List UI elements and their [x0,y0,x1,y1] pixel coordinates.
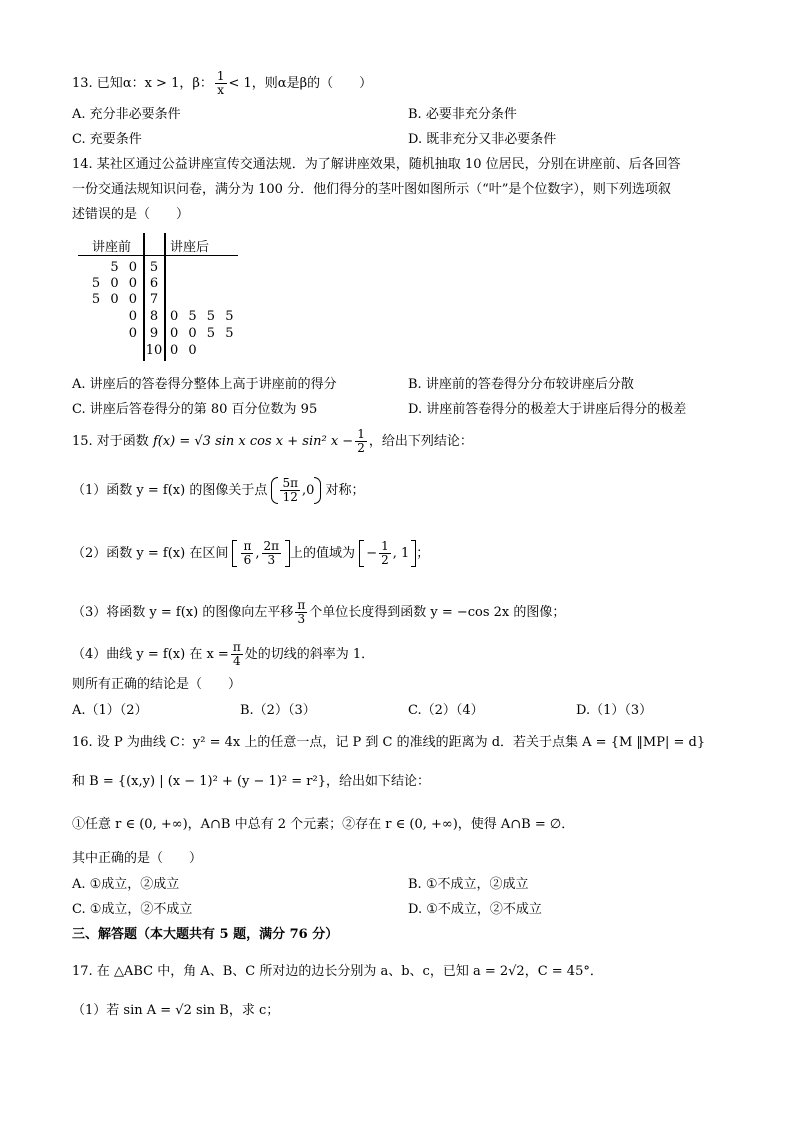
q14-line1: 14. 某社区通过公益讲座宣传交通法规．为了解讲座效果，随机抽取 10 位居民，分别在讲座前、后各回答 [72,157,681,172]
stem-leaf-header [78,233,238,256]
stem-leaf-head-left: 讲座前 [92,240,132,255]
q15-c3-den: 3 [297,612,306,626]
q15-c2-range [359,540,416,567]
q15-c2-b [262,540,282,567]
q13-stem-pre: 13. 已知 [72,76,123,91]
q13-fraction [215,70,227,97]
q13-stem-post: < 1，则α是β的（ ） [228,76,373,91]
q13-frac-den: x [217,83,225,97]
stem: 8 [149,309,159,324]
q15-c2-c-num: 1 [381,539,389,553]
stem-leaf-row [78,276,238,292]
q16-line3: ①任意 r ∈ (0, +∞)，A∩B 中总有 2 个元素；②存在 r ∈ (0, +∞)，使得 A∩B = ∅． [72,817,575,832]
q14-line3: 述错误的是（ ） [72,207,190,222]
q15-c2-pre: （2）函数 y = f(x) 在区间 [72,546,229,561]
q14-option-c: C. 讲座后答卷得分的第 80 百分位数为 95 [72,402,318,417]
q14-option-b: B. 讲座前的答卷得分分布较讲座后分散 [408,377,634,392]
q15-fraction [355,428,367,455]
q15-c2-b-den: 3 [267,553,276,567]
q15-stem-pre: 15. 对于函数 [72,434,149,449]
q16-option-c: C. ①成立，②不成立 [72,902,193,917]
q15-c3-num: π [297,598,306,612]
q17-part1: （1）若 sin A = √2 sin B，求 c； [72,1003,280,1018]
q15-c1-post: 对称； [325,483,365,498]
q14-option-a: A. 讲座后的答卷得分整体上高于讲座前的得分 [72,377,337,392]
q15-c4-pre: （4）曲线 y = f(x) 在 x = [72,647,229,662]
q13-stem-alpha: α：x > 1，β： [122,76,213,91]
stem-leaf-row [78,326,238,342]
stem: 6 [149,276,159,291]
q16-option-d: D. ①不成立，②不成立 [408,902,542,917]
q15-conclusion-4 [72,641,374,668]
q15-c2-c [379,540,391,567]
q15-c3-post: 个单位长度得到函数 y = −cos 2x 的图像； [309,605,566,620]
q15-c2-a-den: 6 [243,553,252,567]
q15-c1-pre: （1）函数 y = f(x) 的图像关于点 [72,483,268,498]
q13-option-d: D. 既非充分又非必要条件 [408,132,557,147]
q15-c4-fraction [231,641,243,668]
q15-c4-num: π [232,640,241,654]
q15-c2-c-pre: − [366,546,378,561]
q15-c4-post: 处的切线的斜率为 1． [244,647,375,662]
q15-c2-interval: $\frac{\pi}{6}$ , $\frac{2\pi}{3}$ [232,540,290,567]
q16-option-a: A. ①成立，②成立 [72,877,180,892]
stem: 10 [145,343,163,358]
q15-c1-num: 5π [282,476,298,490]
leaves-before: 5 0 0 [91,276,140,291]
q16-ask: 其中正确的是（ ） [72,851,203,866]
q14-option-d: D. 讲座前答卷得分的极差大于讲座后得分的极差 [408,402,687,417]
q15-c1-den: 12 [282,490,298,504]
q17-line1: 17. 在 △ABC 中，角 A、B、C 所对边的边长分别为 a、b、c，已知 a = 2√2，C = 45°． [72,964,603,979]
stem-leaf-plot [78,233,238,361]
q15-stem [72,428,473,455]
stem-leaf-row [78,260,238,276]
q13-frac-num: 1 [216,69,225,83]
q13-option-a: A. 充分非必要条件 [72,107,181,122]
q15-c3-pre: （3）将函数 y = f(x) 的图像向左平移 [72,605,294,620]
q15-c2-post: ； [416,546,430,561]
q15-option-b: B.（2）（3） [240,703,316,718]
q15-option-a: A.（1）（2） [72,703,148,718]
stem-leaf-head-right: 讲座后 [170,240,210,255]
q15-conclusion-3 [72,599,565,626]
stem-leaf-row [78,343,238,359]
q15-c2-mid: 上的值域为 [290,546,356,561]
leaves-before: 0 [128,309,140,324]
q15-c1-fraction [280,477,300,504]
q15-frac-den: 2 [357,441,365,455]
q15-ask: 则所有正确的结论是（ ） [72,677,242,692]
q13-option-c: C. 充要条件 [72,132,142,147]
q15-frac-num: 1 [357,427,365,441]
q16-option-b: B. ①不成立，②成立 [408,877,529,892]
stem-leaf-row [78,309,238,325]
leaves-before: 0 [128,326,140,341]
q15-c2-a [241,540,253,567]
q15-c2-c-den: 2 [381,553,389,567]
leaves-after: 0 0 [170,343,200,358]
stem: 9 [149,326,159,341]
q15-function: f(x) = √3 sin x cos x + sin² x − [152,434,354,449]
stem-leaf-row [78,292,238,308]
q15-option-c: C.（2）（4） [408,703,484,718]
q14-line2: 一份交通法规知识问卷，满分为 100 分．他们得分的茎叶图如图所示（“叶”是个位数字），则下列选项叙 [72,182,671,197]
q16-line2: 和 B = {(x,y) | (x − 1)² + (y − 1)² = r²}，给出如下结论： [72,774,430,789]
q16-line1: 16. 设 P 为曲线 C：y² = 4x 上的任意一点，记 P 到 C 的准线的距离为 d．若关于点集 A = {M ‖MP| = d} [72,735,706,750]
q13-option-b: B. 必要非充分条件 [408,107,517,122]
q15-c1-zero: ,0 [302,483,315,498]
q15-stem-post: ，给出下列结论： [368,434,473,449]
q15-conclusion-2 [72,540,429,567]
q15-c3-fraction [295,599,307,626]
leaves-before: 5 0 0 [91,292,140,307]
leaves-after: 0 0 5 5 [170,326,237,341]
q15-c2-c-post: , 1 [392,546,410,561]
stem: 7 [149,292,159,307]
q15-c1-point [271,477,321,504]
q15-c2-b-num: 2π [263,539,280,553]
section-three-heading: 三、解答题（本大题共有 5 题，满分 76 分） [72,927,339,942]
leaves-before: 5 0 [110,260,140,275]
leaves-after: 0 5 5 5 [170,309,237,324]
q15-option-d: D.（1）（3） [576,703,653,718]
q15-c2-a-num: π [243,539,252,553]
q15-c4-den: 4 [232,654,241,668]
stem: 5 [149,260,159,275]
q13-stem [72,70,372,97]
q15-conclusion-1 [72,477,365,504]
